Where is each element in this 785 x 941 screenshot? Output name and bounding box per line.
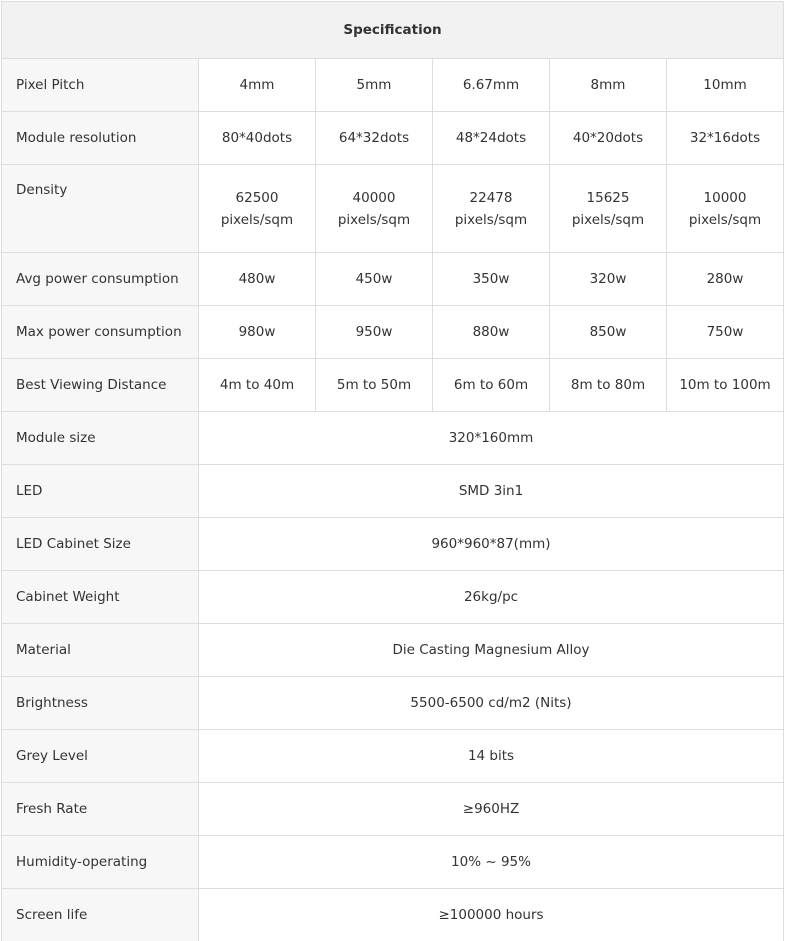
table-row-fresh-rate: [2, 783, 784, 836]
table-cell: 320w: [550, 253, 667, 306]
table-row-led: [2, 465, 784, 518]
table-cell: 4mm: [199, 59, 316, 112]
row-label: Module resolution: [2, 112, 199, 165]
specification-table: [1, 1, 784, 941]
density-value: 15625: [587, 190, 630, 206]
table-cell: 320*160mm: [199, 412, 784, 465]
density-value: 40000: [353, 190, 396, 206]
density-unit: pixels/sqm: [455, 212, 527, 228]
table-cell: 850w: [550, 306, 667, 359]
table-cell: ≥100000 hours: [199, 889, 784, 941]
table-cell: Die Casting Magnesium Alloy: [199, 624, 784, 677]
row-label: Cabinet Weight: [2, 571, 199, 624]
table-cell: 10% ~ 95%: [199, 836, 784, 889]
row-label: Screen life: [2, 889, 199, 941]
table-cell: 980w: [199, 306, 316, 359]
row-label: Humidity-operating: [2, 836, 199, 889]
density-value: 22478: [470, 190, 513, 206]
table-row-density: [2, 165, 784, 253]
table-row-avg-power: [2, 253, 784, 306]
table-cell: 6m to 60m: [433, 359, 550, 412]
table-cell: 32*16dots: [667, 112, 784, 165]
row-label: Grey Level: [2, 730, 199, 783]
table-cell: 14 bits: [199, 730, 784, 783]
density-unit: pixels/sqm: [689, 212, 761, 228]
table-cell: 4m to 40m: [199, 359, 316, 412]
table-cell: 10m to 100m: [667, 359, 784, 412]
table-cell: 80*40dots: [199, 112, 316, 165]
row-label: LED: [2, 465, 199, 518]
row-label: Avg power consumption: [2, 253, 199, 306]
row-label: Module size: [2, 412, 199, 465]
table-row-grey-level: [2, 730, 784, 783]
density-unit: pixels/sqm: [338, 212, 410, 228]
table-cell: [316, 165, 433, 253]
table-row-cabinet-weight: [2, 571, 784, 624]
row-label: Density: [2, 165, 199, 253]
density-value: 62500: [236, 190, 279, 206]
table-cell: 8mm: [550, 59, 667, 112]
table-cell: SMD 3in1: [199, 465, 784, 518]
table-cell: 350w: [433, 253, 550, 306]
row-label: LED Cabinet Size: [2, 518, 199, 571]
table-cell: 450w: [316, 253, 433, 306]
table-cell: [667, 165, 784, 253]
table-row-cabinet-size: [2, 518, 784, 571]
table-cell: 10mm: [667, 59, 784, 112]
table-cell: 950w: [316, 306, 433, 359]
table-cell: 880w: [433, 306, 550, 359]
table-cell: 40*20dots: [550, 112, 667, 165]
table-cell: 960*960*87(mm): [199, 518, 784, 571]
table-cell: 5500-6500 cd/m2 (Nits): [199, 677, 784, 730]
table-row-max-power: [2, 306, 784, 359]
table-cell: [550, 165, 667, 253]
density-unit: pixels/sqm: [572, 212, 644, 228]
table-row-viewing-distance: [2, 359, 784, 412]
table-row-humidity: [2, 836, 784, 889]
table-row-screen-life: [2, 889, 784, 941]
table-cell: 8m to 80m: [550, 359, 667, 412]
density-value: 10000: [704, 190, 747, 206]
table-cell: 480w: [199, 253, 316, 306]
table-cell: 5m to 50m: [316, 359, 433, 412]
row-label: Best Viewing Distance: [2, 359, 199, 412]
table-cell: 26kg/pc: [199, 571, 784, 624]
row-label: Brightness: [2, 677, 199, 730]
row-label: Max power consumption: [2, 306, 199, 359]
table-cell: 5mm: [316, 59, 433, 112]
row-label: Fresh Rate: [2, 783, 199, 836]
table-cell: [433, 165, 550, 253]
table-cell: 280w: [667, 253, 784, 306]
table-cell: [199, 165, 316, 253]
table-title-row: [2, 2, 784, 59]
table-cell: ≥960HZ: [199, 783, 784, 836]
table-row-brightness: [2, 677, 784, 730]
table-cell: 64*32dots: [316, 112, 433, 165]
density-unit: pixels/sqm: [221, 212, 293, 228]
row-label: Pixel Pitch: [2, 59, 199, 112]
table-cell: 6.67mm: [433, 59, 550, 112]
table-row-pixel-pitch: [2, 59, 784, 112]
table-cell: 750w: [667, 306, 784, 359]
table-cell: 48*24dots: [433, 112, 550, 165]
table-title: Specification: [2, 2, 784, 59]
table-row-module-size: [2, 412, 784, 465]
table-row-module-resolution: [2, 112, 784, 165]
table-row-material: [2, 624, 784, 677]
row-label: Material: [2, 624, 199, 677]
